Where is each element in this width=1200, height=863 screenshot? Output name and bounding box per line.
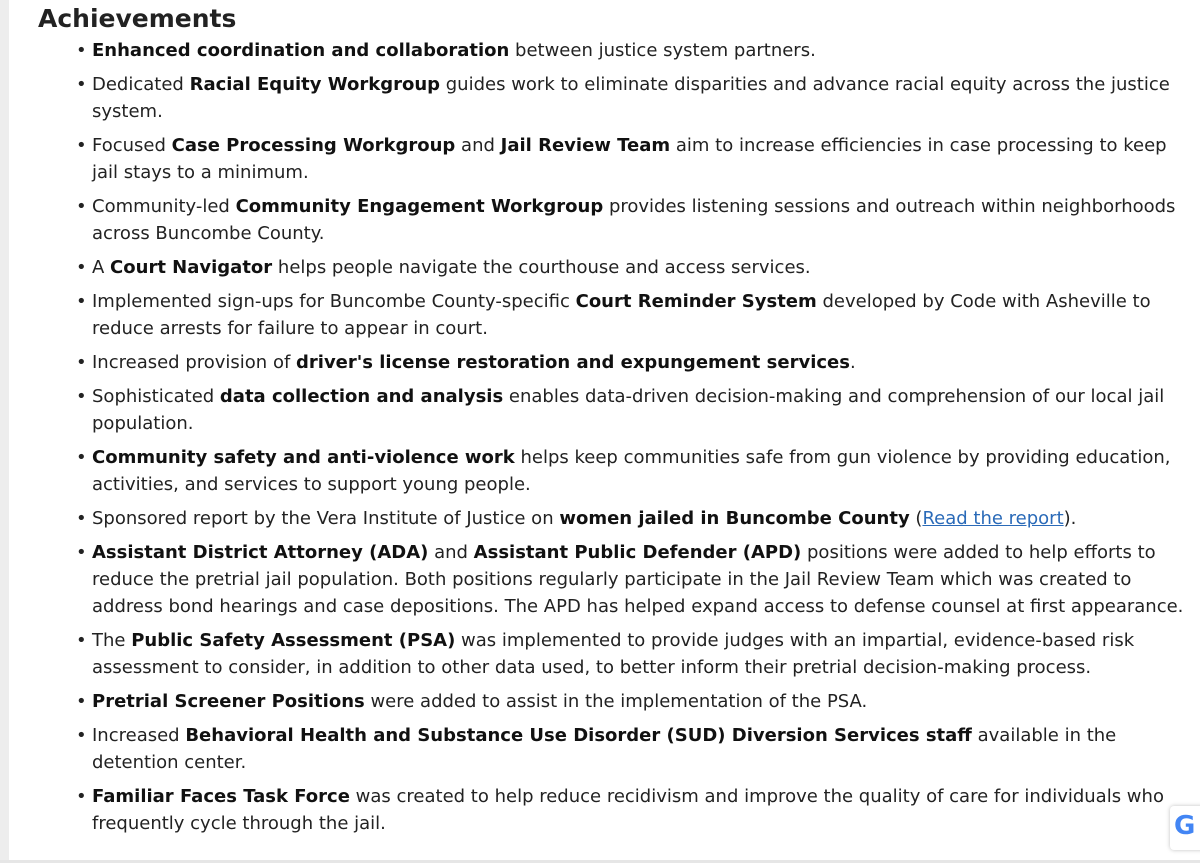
- list-item: [92, 288, 1188, 342]
- bold-text: Community safety and anti-violence work: [92, 447, 515, 468]
- item-text: aim to increase efficiencies in case processing to keep jail stays to a minimum.: [92, 135, 1167, 183]
- bold-text: Behavioral Health and Substance Use Disorder (SUD) Diversion Services staff: [185, 725, 972, 746]
- google-badge[interactable]: [1170, 806, 1200, 850]
- item-text: and: [455, 135, 501, 156]
- bold-text: Court Navigator: [110, 257, 273, 278]
- bold-text: Court Reminder System: [575, 291, 817, 312]
- bold-text: Pretrial Screener Positions: [92, 691, 365, 712]
- item-text: provides listening sessions and outreach within neighborhoods across Buncombe County.: [92, 196, 1176, 244]
- bold-text: driver's license restoration and expungement services: [296, 352, 850, 373]
- item-text: helps keep communities safe from gun violence by providing education, activities, and services to support young people.: [92, 447, 1171, 495]
- item-text: enables data-driven decision-making and comprehension of our local jail population.: [92, 386, 1165, 434]
- bold-text: Public Safety Assessment (PSA): [131, 630, 456, 651]
- item-text: Increased: [92, 725, 186, 746]
- list-item: [92, 71, 1188, 125]
- list-item: [92, 132, 1188, 186]
- item-text: (: [909, 508, 923, 529]
- bold-text: Racial Equity Workgroup: [189, 74, 441, 95]
- item-text: ).: [1063, 508, 1077, 529]
- list-item: [92, 688, 1188, 715]
- list-item: [92, 383, 1188, 437]
- list-item: [92, 627, 1188, 681]
- item-text: Community-led: [92, 196, 236, 217]
- achievements-list: [38, 37, 1188, 837]
- achievements-section: [38, 0, 1188, 844]
- item-text: was created to help reduce recidivism and improve the quality of care for individuals who frequently cycle through the jail.: [92, 786, 1164, 834]
- item-text: Increased provision of: [92, 352, 297, 373]
- google-icon: G: [1174, 811, 1196, 841]
- item-text: Implemented sign-ups for Buncombe County-specific: [92, 291, 576, 312]
- item-text: Dedicated: [92, 74, 190, 95]
- bold-text: Case Processing Workgroup: [171, 135, 456, 156]
- item-text: guides work to eliminate disparities and advance racial equity across the justice system.: [92, 74, 1170, 122]
- item-text: helps people navigate the courthouse and access services.: [272, 257, 811, 278]
- item-text: positions were added to help efforts to reduce the pretrial jail population. Both positions regularly participate in the Jail Review Team which was created to address bond hearings and case depositions. The APD has helped expand access to defense counsel at first appearance.: [92, 542, 1184, 617]
- item-text: Sophisticated: [92, 386, 220, 407]
- bold-text: Jail Review Team: [500, 135, 671, 156]
- item-text: was implemented to provide judges with an impartial, evidence-based risk assessment to consider, in addition to other data used, to better inform their pretrial decision-making process.: [92, 630, 1135, 678]
- list-item: [92, 193, 1188, 247]
- item-text: The: [92, 630, 132, 651]
- bold-text: Familiar Faces Task Force: [92, 786, 350, 807]
- list-item: [92, 444, 1188, 498]
- item-text: .: [849, 352, 856, 373]
- list-item: [92, 349, 1188, 376]
- list-item: [92, 783, 1188, 837]
- list-item: [92, 254, 1188, 281]
- item-text: available in the detention center.: [92, 725, 1117, 773]
- bold-text: Assistant Public Defender (APD): [473, 542, 802, 563]
- item-text: Focused: [92, 135, 172, 156]
- list-item: [92, 722, 1188, 776]
- item-text: A: [92, 257, 111, 278]
- bold-text: Community Engagement Workgroup: [235, 196, 604, 217]
- item-text: Sponsored report by the Vera Institute of Justice on: [92, 508, 560, 529]
- item-text: and: [428, 542, 474, 563]
- read-report-link[interactable]: Read the report: [922, 508, 1064, 529]
- item-text: were added to assist in the implementation of the PSA.: [364, 691, 868, 712]
- left-border: [0, 0, 9, 863]
- bold-text: Assistant District Attorney (ADA): [92, 542, 429, 563]
- item-text: between justice system partners.: [509, 40, 816, 61]
- section-heading: Achievements: [38, 4, 237, 33]
- item-text: developed by Code with Asheville to reduce arrests for failure to appear in court.: [92, 291, 1151, 339]
- list-item: [92, 539, 1188, 620]
- list-item: [92, 37, 1188, 64]
- bold-text: Enhanced coordination and collaboration: [92, 40, 510, 61]
- bold-text: data collection and analysis: [219, 386, 504, 407]
- bold-text: women jailed in Buncombe County: [559, 508, 910, 529]
- list-item: [92, 505, 1188, 532]
